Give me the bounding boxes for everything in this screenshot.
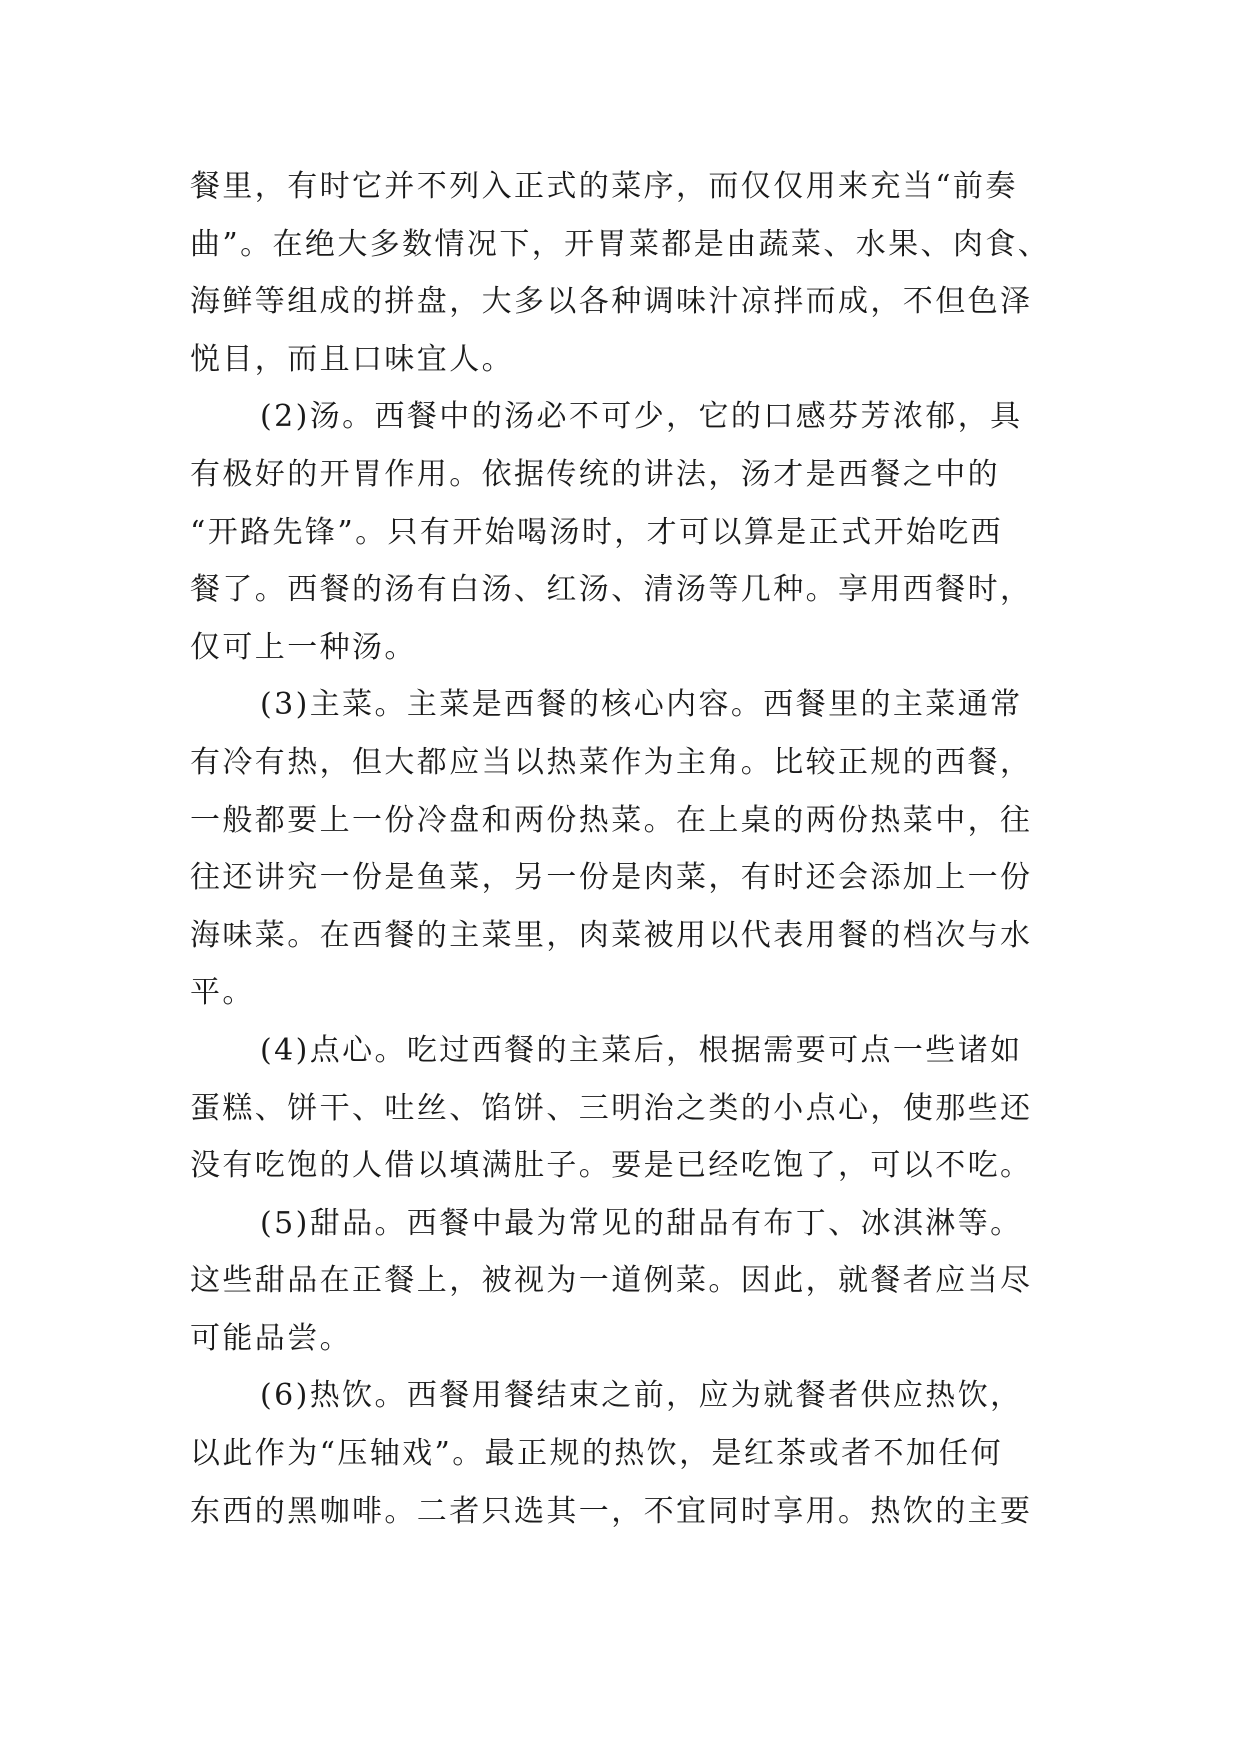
text-line: 餐了。西餐的汤有白汤、红汤、清汤等几种。享用西餐时， bbox=[190, 572, 1033, 608]
paragraph-start-soup: (2)汤。西餐中的汤必不可少，它的口感芬芳浓郁，具 bbox=[260, 399, 1023, 435]
text-line: 蛋糕、饼干、吐丝、馅饼、三明治之类的小点心，使那些还 bbox=[190, 1090, 1033, 1126]
text-line: 餐里，有时它并不列入正式的菜序，而仅仅用来充当“前奏 bbox=[190, 169, 1018, 204]
text-line: “开路先锋”。只有开始喝汤时，才可以算是正式开始吃西 bbox=[190, 514, 1004, 550]
text-line: 往还讲究一份是鱼菜，另一份是肉菜，有时还会添加上一份 bbox=[190, 860, 1033, 896]
text-line: 曲”。在绝大多数情况下，开胃菜都是由蔬菜、水果、肉食、 bbox=[190, 226, 1051, 262]
text-line: 这些甜品在正餐上，被视为一道例菜。因此，就餐者应当尽 bbox=[190, 1263, 1033, 1299]
document-body bbox=[190, 158, 1070, 1540]
text-line: 可能品尝。 bbox=[190, 1320, 352, 1356]
text-line: 以此作为“压轴戏”。最正规的热饮，是红茶或者不加任何 bbox=[190, 1436, 1004, 1472]
paragraph-start-sweets: (5)甜品。西餐中最为常见的甜品有布丁、冰淇淋等。 bbox=[260, 1205, 1023, 1241]
text-line: 一般都要上一份冷盘和两份热菜。在上桌的两份热菜中，往 bbox=[190, 802, 1033, 838]
paragraph-start-dessert-snacks: (4)点心。吃过西餐的主菜后，根据需要可点一些诸如 bbox=[260, 1032, 1023, 1068]
text-line: 海味菜。在西餐的主菜里，肉菜被用以代表用餐的档次与水 bbox=[190, 917, 1033, 953]
text-line: 有极好的开胃作用。依据传统的讲法，汤才是西餐之中的 bbox=[190, 456, 1000, 492]
text-line: 平。 bbox=[190, 975, 255, 1011]
text-line: 没有吃饱的人借以填满肚子。要是已经吃饱了，可以不吃。 bbox=[190, 1148, 1033, 1184]
paragraph-start-hot-drinks: (6)热饮。西餐用餐结束之前，应为就餐者供应热饮， bbox=[260, 1378, 1023, 1414]
text-line: 仅可上一种汤。 bbox=[190, 629, 417, 665]
text-line: 悦目，而且口味宜人。 bbox=[190, 341, 514, 377]
text-line: 海鲜等组成的拼盘，大多以各种调味汁凉拌而成，不但色泽 bbox=[190, 284, 1033, 320]
text-line: 东西的黑咖啡。二者只选其一，不宜同时享用。热饮的主要 bbox=[190, 1493, 1033, 1529]
text-line: 有冷有热，但大都应当以热菜作为主角。比较正规的西餐， bbox=[190, 744, 1033, 780]
paragraph-start-main-course: (3)主菜。主菜是西餐的核心内容。西餐里的主菜通常 bbox=[260, 687, 1023, 723]
